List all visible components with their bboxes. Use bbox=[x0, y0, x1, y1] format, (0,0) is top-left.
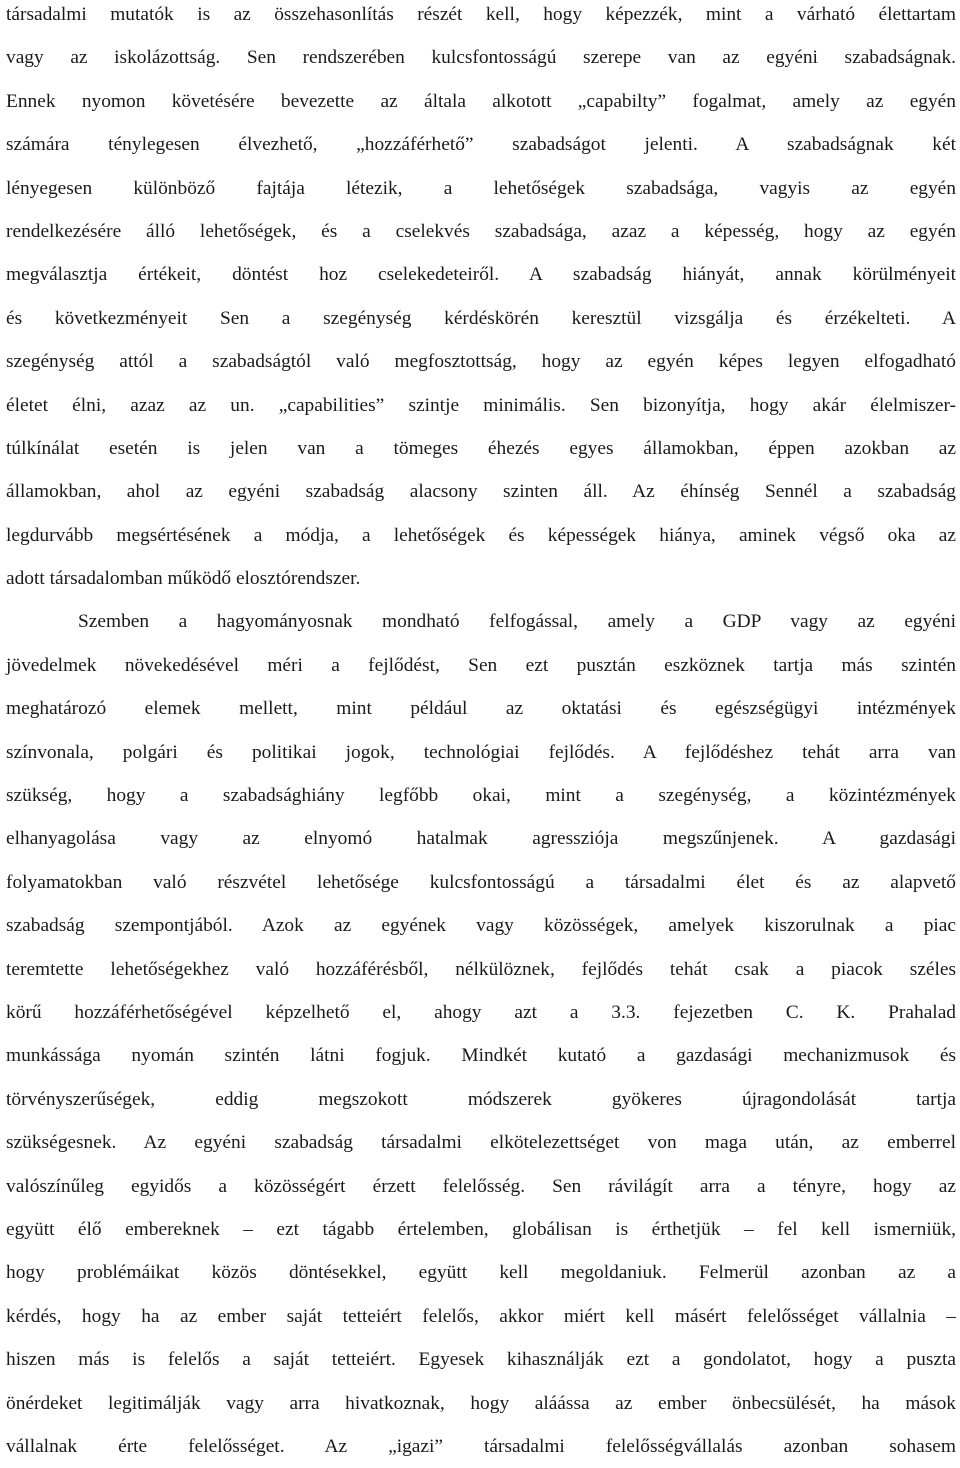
text-line: államokban, ahol az egyéni szabadság alacsony szinten áll. Az éhínség Sennél a szabadság bbox=[6, 481, 956, 503]
text-line: hiszen más is felelős a saját tetteiért. Egyesek kihasználják ezt a gondolatot, hogy a puszta bbox=[6, 1349, 956, 1371]
text-line: vagy az iskolázottság. Sen rendszerében kulcsfontosságú szerepe van az egyéni szabadságnak. bbox=[6, 47, 956, 69]
paragraph-1 bbox=[6, 0, 956, 600]
text-line: életet élni, azaz az un. „capabilities” szintje minimális. Sen bizonyítja, hogy akár élelmiszer- bbox=[6, 394, 956, 416]
text-line: teremtette lehetőségekhez való hozzáférésből, nélkülöznek, fejlődés tehát csak a piacok széles bbox=[6, 958, 956, 980]
document-page bbox=[6, 0, 956, 1468]
text-line: társadalmi mutatók is az összehasonlítás részét kell, hogy képezzék, mint a várható élettartam bbox=[6, 4, 956, 25]
text-line: folyamatokban való részvétel lehetősége kulcsfontosságú a társadalmi élet és az alapvető bbox=[6, 871, 956, 893]
text-line: és következményeit Sen a szegénység kérdéskörén keresztül vizsgálja és érzékelteti. A bbox=[6, 307, 956, 329]
text-line: törvényszerűségek, eddig megszokott módszerek gyökeres újragondolását tartja bbox=[6, 1088, 956, 1110]
text-line: Szemben a hagyományosnak mondható felfogással, amely a GDP vagy az egyéni bbox=[78, 611, 956, 633]
text-line: együtt élő embereknek – ezt tágabb értelemben, globálisan is érthetjük – fel kell ismerniük, bbox=[6, 1218, 956, 1240]
text-line: meghatározó elemek mellett, mint például az oktatási és egészségügyi intézmények bbox=[6, 698, 956, 720]
text-line: számára ténylegesen élvezhető, „hozzáférhető” szabadságot jelenti. A szabadságnak két bbox=[6, 134, 956, 156]
text-line: lényegesen különböző fajtája létezik, a lehetőségek szabadsága, vagyis az egyén bbox=[6, 177, 956, 199]
paragraph-2 bbox=[6, 600, 956, 1468]
text-line: szabadság szempontjából. Azok az egyének vagy közösségek, amelyek kiszorulnak a piac bbox=[6, 915, 956, 937]
text-line: vállalnak érte felelősséget. Az „igazi” társadalmi felelősségvállalás azonban sohasem bbox=[6, 1435, 956, 1457]
text-line: körű hozzáférhetőségével képzelhető el, ahogy azt a 3.3. fejezetben C. K. Prahalad bbox=[6, 1001, 956, 1023]
text-line: hogy problémáikat közös döntésekkel, együtt kell megoldaniuk. Felmerül azonban az a bbox=[6, 1262, 956, 1284]
text-line: színvonala, polgári és politikai jogok, technológiai fejlődés. A fejlődéshez tehát arra van bbox=[6, 741, 956, 763]
text-line: munkássága nyomán szintén látni fogjuk. Mindkét kutató a gazdasági mechanizmusok és bbox=[6, 1045, 956, 1067]
text-line: valószínűleg egyidős a közösségért érzett felelősség. Sen rávilágít arra a tényre, hogy az bbox=[6, 1175, 956, 1197]
text-line: túlkínálat esetén is jelen van a tömeges éhezés egyes államokban, éppen azokban az bbox=[6, 437, 956, 459]
text-line: Ennek nyomon követésére bevezette az általa alkotott „capabilty” fogalmat, amely az egyén bbox=[6, 90, 956, 112]
text-line: elhanyagolása vagy az elnyomó hatalmak agressziója megszűnjenek. A gazdasági bbox=[6, 828, 956, 850]
text-line: rendelkezésére álló lehetőségek, és a cselekvés szabadsága, azaz a képesség, hogy az egyén bbox=[6, 220, 956, 242]
text-line: megválasztja értékeit, döntést hoz cselekedeteiről. A szabadság hiányát, annak körülményeit bbox=[6, 264, 956, 286]
text-line: szükség, hogy a szabadsághiány legfőbb okai, mint a szegénység, a közintézmények bbox=[6, 785, 956, 807]
text-line: szegénység attól a szabadságtól való megfosztottság, hogy az egyén képes legyen elfogadható bbox=[6, 351, 956, 373]
text-line: önérdeket legitimálják vagy arra hivatkoznak, hogy aláássa az ember önbecsülését, ha mások bbox=[6, 1392, 956, 1414]
text-line: szükségesnek. Az egyéni szabadság társadalmi elkötelezettséget von maga után, az emberrel bbox=[6, 1132, 956, 1154]
text-line: adott társadalomban működő elosztórendszer. bbox=[6, 568, 361, 590]
text-line: kérdés, hogy ha az ember saját tetteiért felelős, akkor miért kell másért felelősséget vállalnia – bbox=[6, 1305, 956, 1327]
text-line: jövedelmek növekedésével méri a fejlődést, Sen ezt pusztán eszköznek tartja más szintén bbox=[6, 654, 956, 676]
text-line: legdurvább megsértésének a módja, a lehetőségek és képességek hiánya, aminek végső oka az bbox=[6, 524, 956, 546]
